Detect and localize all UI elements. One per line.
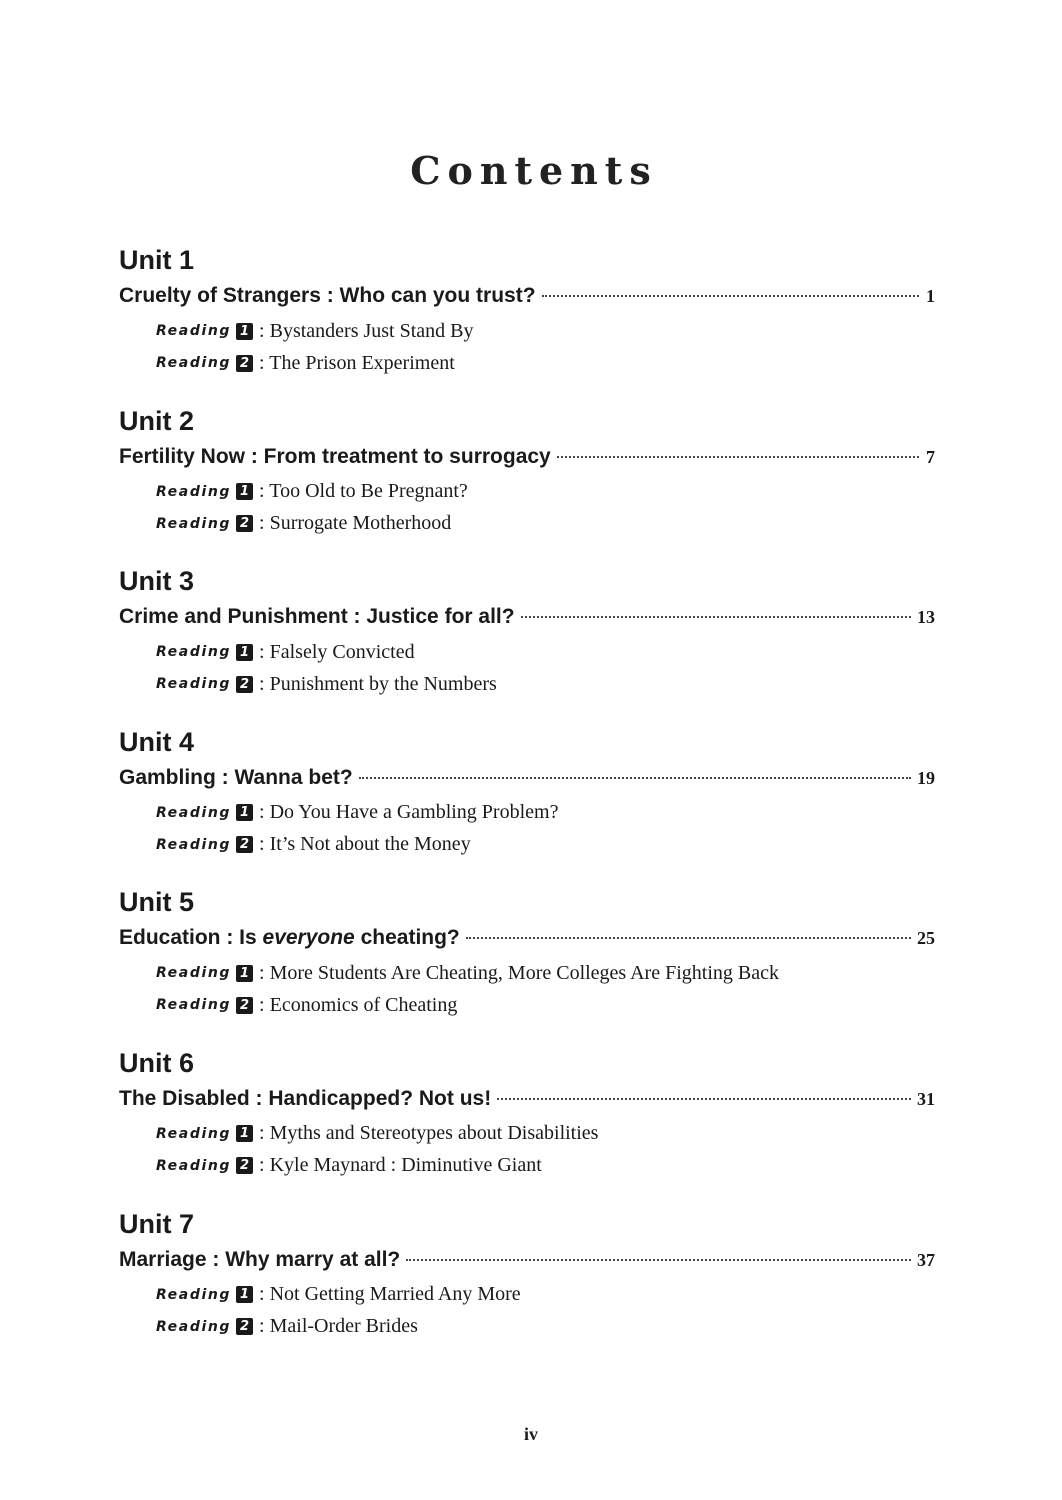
reading-label: Reading — [156, 1125, 232, 1142]
reading-title: : It’s Not about the Money — [259, 833, 471, 856]
unit-heading: The Disabled : Handicapped? Not us! — [119, 1086, 492, 1110]
unit-entry — [119, 724, 935, 885]
reading-number-badge: 1 — [236, 323, 253, 340]
unit-heading: Marriage : Why marry at all? — [119, 1247, 401, 1271]
reading-number-badge: 2 — [236, 1157, 253, 1174]
reading-title: : Too Old to Be Pregnant? — [259, 480, 468, 503]
unit-label: Unit 7 — [119, 1208, 195, 1239]
page-number: 13 — [917, 607, 935, 628]
dot-leader — [466, 937, 911, 939]
unit-heading: Crime and Punishment : Justice for all? — [119, 605, 515, 629]
reading-item — [156, 669, 497, 699]
dot-leader — [557, 456, 919, 458]
reading-title: : Falsely Convicted — [259, 640, 415, 663]
unit-heading-row[interactable] — [119, 282, 935, 312]
reading-label: Reading — [156, 1318, 232, 1335]
reading-number-badge: 1 — [236, 1125, 253, 1142]
reading-title: : Bystanders Just Stand By — [259, 319, 474, 342]
reading-label: Reading — [156, 965, 232, 982]
page-number: 31 — [917, 1088, 935, 1109]
unit-heading-row[interactable] — [119, 764, 935, 794]
reading-item — [156, 637, 415, 667]
reading-label: Reading — [156, 1157, 232, 1174]
reading-item — [156, 477, 468, 507]
dot-leader — [406, 1259, 911, 1261]
unit-heading: Fertility Now : From treatment to surrogacy — [119, 444, 551, 468]
unit-entry — [119, 563, 935, 724]
reading-number-badge: 2 — [236, 997, 253, 1014]
reading-number-badge: 1 — [236, 965, 253, 982]
reading-label: Reading — [156, 483, 232, 500]
unit-heading-emphasis: everyone — [262, 926, 355, 950]
reading-number-badge: 2 — [236, 676, 253, 693]
reading-number-badge: 2 — [236, 515, 253, 532]
reading-item — [156, 990, 457, 1020]
reading-title: : Surrogate Motherhood — [259, 512, 452, 535]
unit-heading: Cruelty of Strangers : Who can you trust? — [119, 284, 536, 307]
page-number: 37 — [917, 1249, 935, 1270]
unit-heading-part: cheating? — [354, 926, 460, 950]
reading-title: : Mail-Order Brides — [259, 1315, 418, 1338]
reading-title: : Kyle Maynard : Diminutive Giant — [259, 1154, 542, 1177]
reading-number-badge: 1 — [236, 804, 253, 821]
reading-item — [156, 1280, 521, 1310]
reading-number-badge: 1 — [236, 483, 253, 500]
reading-label: Reading — [156, 676, 232, 693]
unit-heading-row[interactable] — [119, 443, 935, 473]
page-number: 1 — [926, 286, 935, 306]
table-of-contents — [119, 242, 935, 1366]
unit-heading-part: Education : Is — [119, 926, 263, 950]
reading-number-badge: 2 — [236, 836, 253, 853]
unit-entry — [119, 1045, 935, 1206]
reading-number-badge: 1 — [236, 644, 253, 661]
unit-label: Unit 2 — [119, 405, 195, 436]
reading-title: : More Students Are Cheating, More Colleges Are Fighting Back — [259, 961, 779, 984]
unit-entry — [119, 403, 935, 564]
reading-label: Reading — [156, 1286, 232, 1303]
unit-label: Unit 5 — [119, 887, 195, 918]
reading-title: : The Prison Experiment — [259, 351, 455, 374]
unit-label: Unit 3 — [119, 566, 195, 597]
reading-number-badge: 2 — [236, 1318, 253, 1335]
unit-heading-row[interactable] — [119, 1085, 935, 1115]
reading-number-badge: 1 — [236, 1286, 253, 1303]
reading-title: : Myths and Stereotypes about Disabilities — [259, 1122, 599, 1145]
page-number: 7 — [926, 446, 935, 467]
dot-leader — [359, 777, 911, 779]
unit-heading-row[interactable] — [119, 603, 935, 633]
page-number: 25 — [917, 928, 935, 949]
dot-leader — [521, 616, 911, 618]
reading-label: Reading — [156, 804, 232, 821]
unit-entry — [119, 884, 935, 1045]
dot-leader — [497, 1098, 911, 1100]
unit-heading — [119, 924, 460, 952]
reading-label: Reading — [156, 515, 232, 532]
reading-item — [156, 348, 455, 378]
unit-label: Unit 6 — [119, 1047, 195, 1078]
reading-item — [156, 316, 474, 346]
reading-label: Reading — [156, 323, 232, 339]
reading-item — [156, 1151, 542, 1181]
reading-number-badge: 2 — [236, 355, 253, 372]
unit-heading-row[interactable] — [119, 1246, 935, 1276]
reading-title: : Punishment by the Numbers — [259, 672, 497, 695]
reading-item — [156, 1312, 418, 1342]
reading-title: : Economics of Cheating — [259, 993, 458, 1016]
unit-heading-row[interactable] — [119, 924, 935, 954]
reading-label: Reading — [156, 997, 232, 1014]
reading-item — [156, 798, 558, 828]
reading-title: : Do You Have a Gambling Problem? — [259, 801, 559, 824]
reading-item — [156, 958, 779, 988]
unit-entry — [119, 1206, 935, 1367]
reading-item — [156, 509, 451, 539]
reading-label: Reading — [156, 836, 232, 853]
reading-item — [156, 830, 471, 860]
page-title: Contents — [410, 148, 658, 194]
reading-label: Reading — [156, 355, 232, 371]
reading-title: : Not Getting Married Any More — [259, 1283, 521, 1306]
unit-entry — [119, 242, 935, 403]
reading-item — [156, 1119, 598, 1149]
unit-label: Unit 4 — [119, 726, 195, 757]
unit-label: Unit 1 — [119, 245, 195, 275]
reading-label: Reading — [156, 644, 232, 661]
dot-leader — [542, 295, 919, 297]
page-number: 19 — [917, 767, 935, 788]
footer-page-number: iv — [523, 1424, 538, 1444]
unit-heading: Gambling : Wanna bet? — [119, 765, 353, 789]
